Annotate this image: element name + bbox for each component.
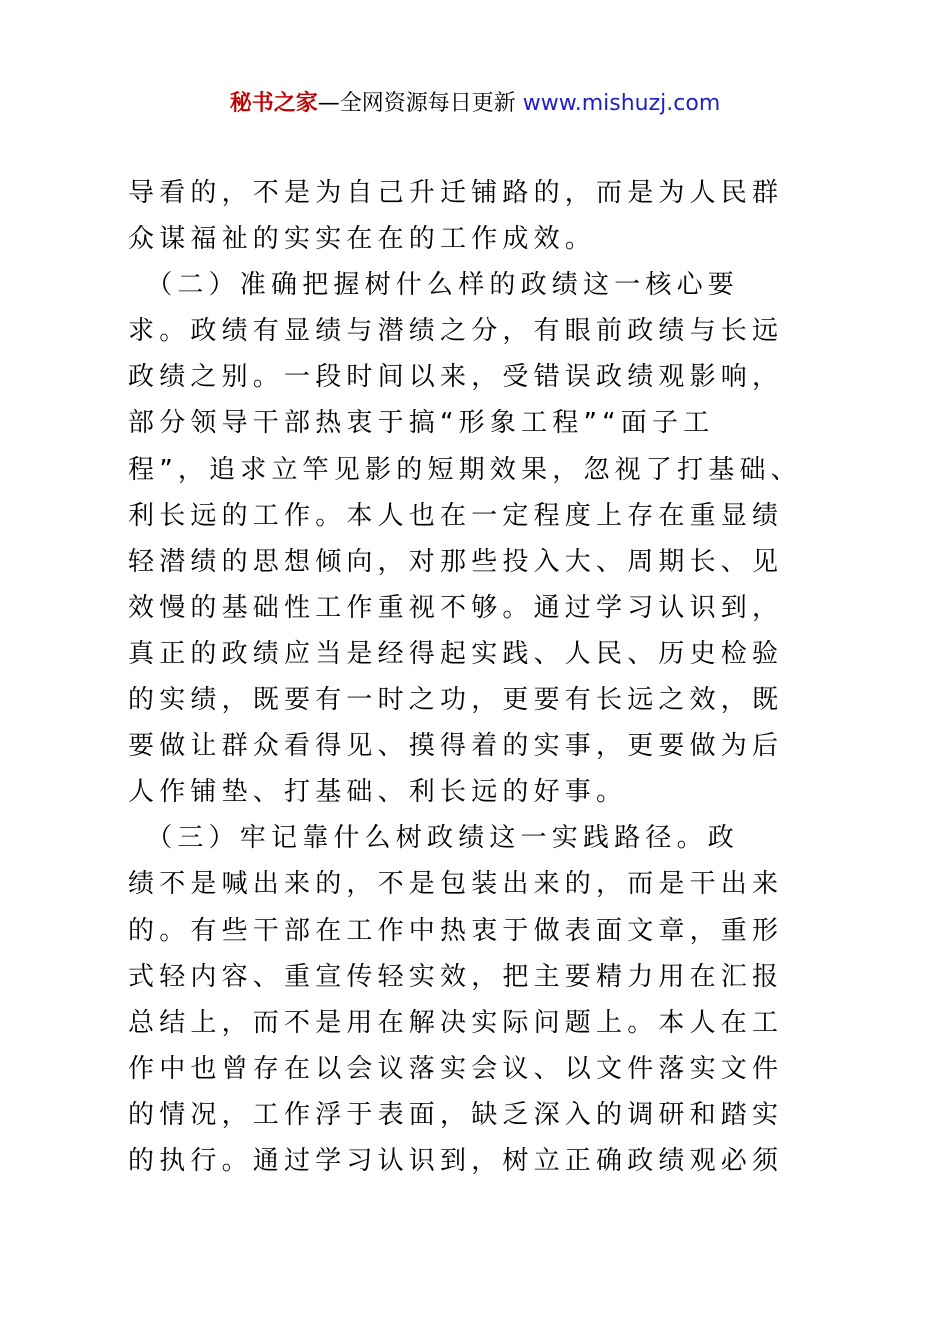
text-line: 利长远的工作。本人也在一定程度上存在重显绩 [128,500,784,531]
text-line: （二）准确把握树什么样的政绩这一核心要 [128,270,740,301]
text-line: 程”，追求立竿见影的短期效果，忽视了打基础、 [128,454,802,485]
text-line: 政绩之别。一段时间以来，受错误政绩观影响， [128,362,784,393]
text-line: 的情况，工作浮于表面，缺乏深入的调研和踏实 [128,1099,784,1130]
text-line: （三）牢记靠什么树政绩这一实践路径。政 [128,823,740,854]
text-line: 要做让群众看得见、摸得着的实事，更要做为后 [128,731,784,762]
text-line: 作中也曾存在以会议落实会议、以文件落实文件 [128,1053,784,1084]
text-line: 众谋福祉的实实在在的工作成效。 [128,224,597,255]
text-line: 效慢的基础性工作重视不够。通过学习认识到， [128,592,784,623]
document-body [128,170,848,1184]
text-line: 的。有些干部在工作中热衷于做表面文章，重形 [128,915,784,946]
text-line: 的实绩，既要有一时之功，更要有长远之效，既 [128,685,784,716]
text-line: 式轻内容、重宣传轻实效，把主要精力用在汇报 [128,961,784,992]
text-line: 绩不是喊出来的，不是包装出来的，而是干出来 [128,869,784,900]
text-line: 人作铺垫、打基础、利长远的好事。 [128,777,628,808]
text-line: 真正的政绩应当是经得起实践、人民、历史检验 [128,638,784,669]
text-line: 总结上，而不是用在解决实际问题上。本人在工 [128,1007,784,1038]
text-line: 的执行。通过学习认识到，树立正确政绩观必须 [128,1145,784,1176]
page-header [0,86,950,122]
text-line: 求。政绩有显绩与潜绩之分，有眼前政绩与长远 [128,316,784,347]
text-line: 导看的，不是为自己升迁铺路的，而是为人民群 [128,178,784,208]
text-line: 部分领导干部热衷于搞“形象工程”“面子工 [128,408,715,439]
site-url[interactable]: www.mishuzj.com [522,91,721,116]
site-tagline: —全网资源每日更新 [317,91,523,116]
text-line: 轻潜绩的思想倾向，对那些投入大、周期长、见 [128,546,784,577]
site-brand: 秘书之家 [229,91,318,116]
